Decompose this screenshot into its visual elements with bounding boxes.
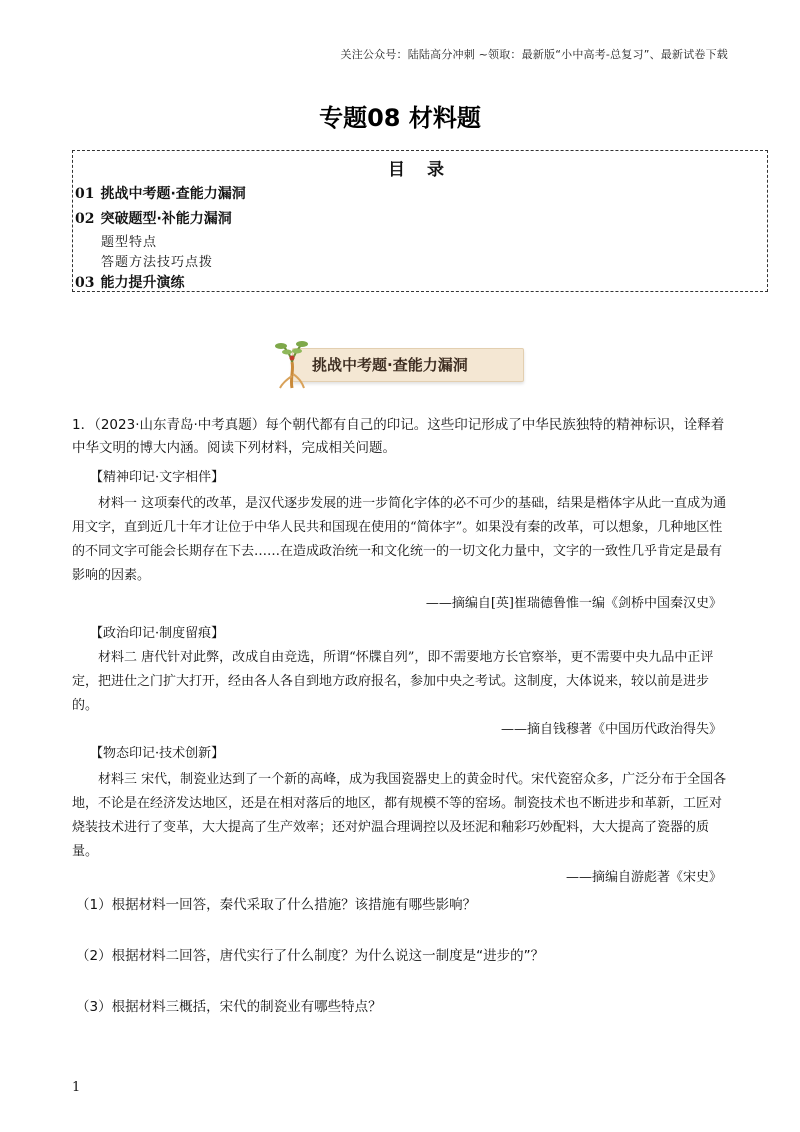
subquestion-1: （1）根据材料一回答，秦代采取了什么措施？该措施有哪些影响？ (76, 897, 477, 913)
section-heading-2: 【政治印记·制度留痕】 (90, 626, 225, 641)
page-title: 专题08 材料题 (319, 104, 481, 132)
material-1-text: 材料一 这项秦代的改革，是汉代逐步发展的进一步简化字体的必不可少的基础，结果是楷体字从此一直成为通用文字，直到近几十年才让位于中华人民共和国现在使用的“简体字”。如果没有秦的改革，可以想象，几种地区性的不同文字可能会长期存在下去……在造成政治统一和文化统一的一切文化力量中，文字的一致性几乎肯定是最有影响的因素。 (72, 496, 727, 583)
toc-item-label: 挑战中考题·查能力漏洞 (100, 186, 246, 202)
subquestion-3: （3）根据材料三概括，宋代的制瓷业有哪些特点？ (76, 999, 382, 1015)
table-of-contents (72, 150, 768, 292)
toc-subitem-features[interactable]: 题型特点 (101, 235, 158, 250)
question-intro: 1．（2023·山东青岛·中考真题）每个朝代都有自己的印记。这些印记形成了中华民族独特的精神标识，诠释着中华文明的博大内涵。阅读下列材料，完成相关问题。 (72, 417, 725, 456)
toc-item-label: 能力提升演练 (100, 275, 185, 291)
toc-item-02[interactable] (75, 208, 232, 228)
header-note: 关注公众号：陆陆高分冲刺 ~领取：最新版“小中高考-总复习”、最新试卷下载 (340, 48, 728, 61)
ginseng-plant-icon (272, 338, 314, 390)
page-number: 1 (72, 1080, 81, 1095)
toc-item-label: 突破题型·补能力漏洞 (100, 211, 232, 227)
toc-item-03[interactable] (75, 272, 184, 292)
material-2-text: 材料二 唐代针对此弊，改成自由竞选，所谓“怀牒自列”，即不需要地方长官察举，更不需要中央九品中正评定，把进仕之门扩大打开，经由各人各自到地方政府报名，参加中央之考试。这制度，大体说来，较以前是进步的。 (72, 650, 714, 713)
toc-item-number: 02 (75, 211, 95, 227)
section-banner (272, 338, 526, 388)
toc-item-number: 03 (75, 275, 95, 291)
toc-item-01[interactable] (75, 183, 246, 203)
subquestion-2: （2）根据材料二回答，唐代实行了什么制度？为什么说这一制度是“进步的”？ (76, 948, 545, 964)
material-1-source: ——摘编自[英]崔瑞德鲁惟一编《剑桥中国秦汉史》 (425, 596, 722, 611)
toc-item-number: 01 (75, 186, 95, 202)
section-heading-3: 【物态印记·技术创新】 (90, 746, 225, 761)
material-2-source: ——摘自钱穆著《中国历代政治得失》 (500, 722, 722, 737)
material-3-text: 材料三 宋代，制瓷业达到了一个新的高峰，成为我国瓷器史上的黄金时代。宋代瓷窑众多，广泛分布于全国各地，不论是在经济发达地区，还是在相对落后的地区，都有规模不等的窑场。制瓷技术也不断进步和革新，工匠对烧装技术进行了变革，大大提高了生产效率；还对炉温合理调控以及坯泥和釉彩巧妙配料，大大提高了瓷器的质量。 (72, 772, 727, 859)
section-heading-1: 【精神印记·文字相伴】 (90, 470, 225, 485)
toc-subitem-methods[interactable]: 答题方法技巧点拨 (101, 255, 214, 270)
banner-label: 挑战中考题·查能力漏洞 (312, 356, 468, 374)
toc-title: 目 录 (388, 160, 452, 180)
material-3-source: ——摘编自游彪著《宋史》 (565, 870, 722, 885)
